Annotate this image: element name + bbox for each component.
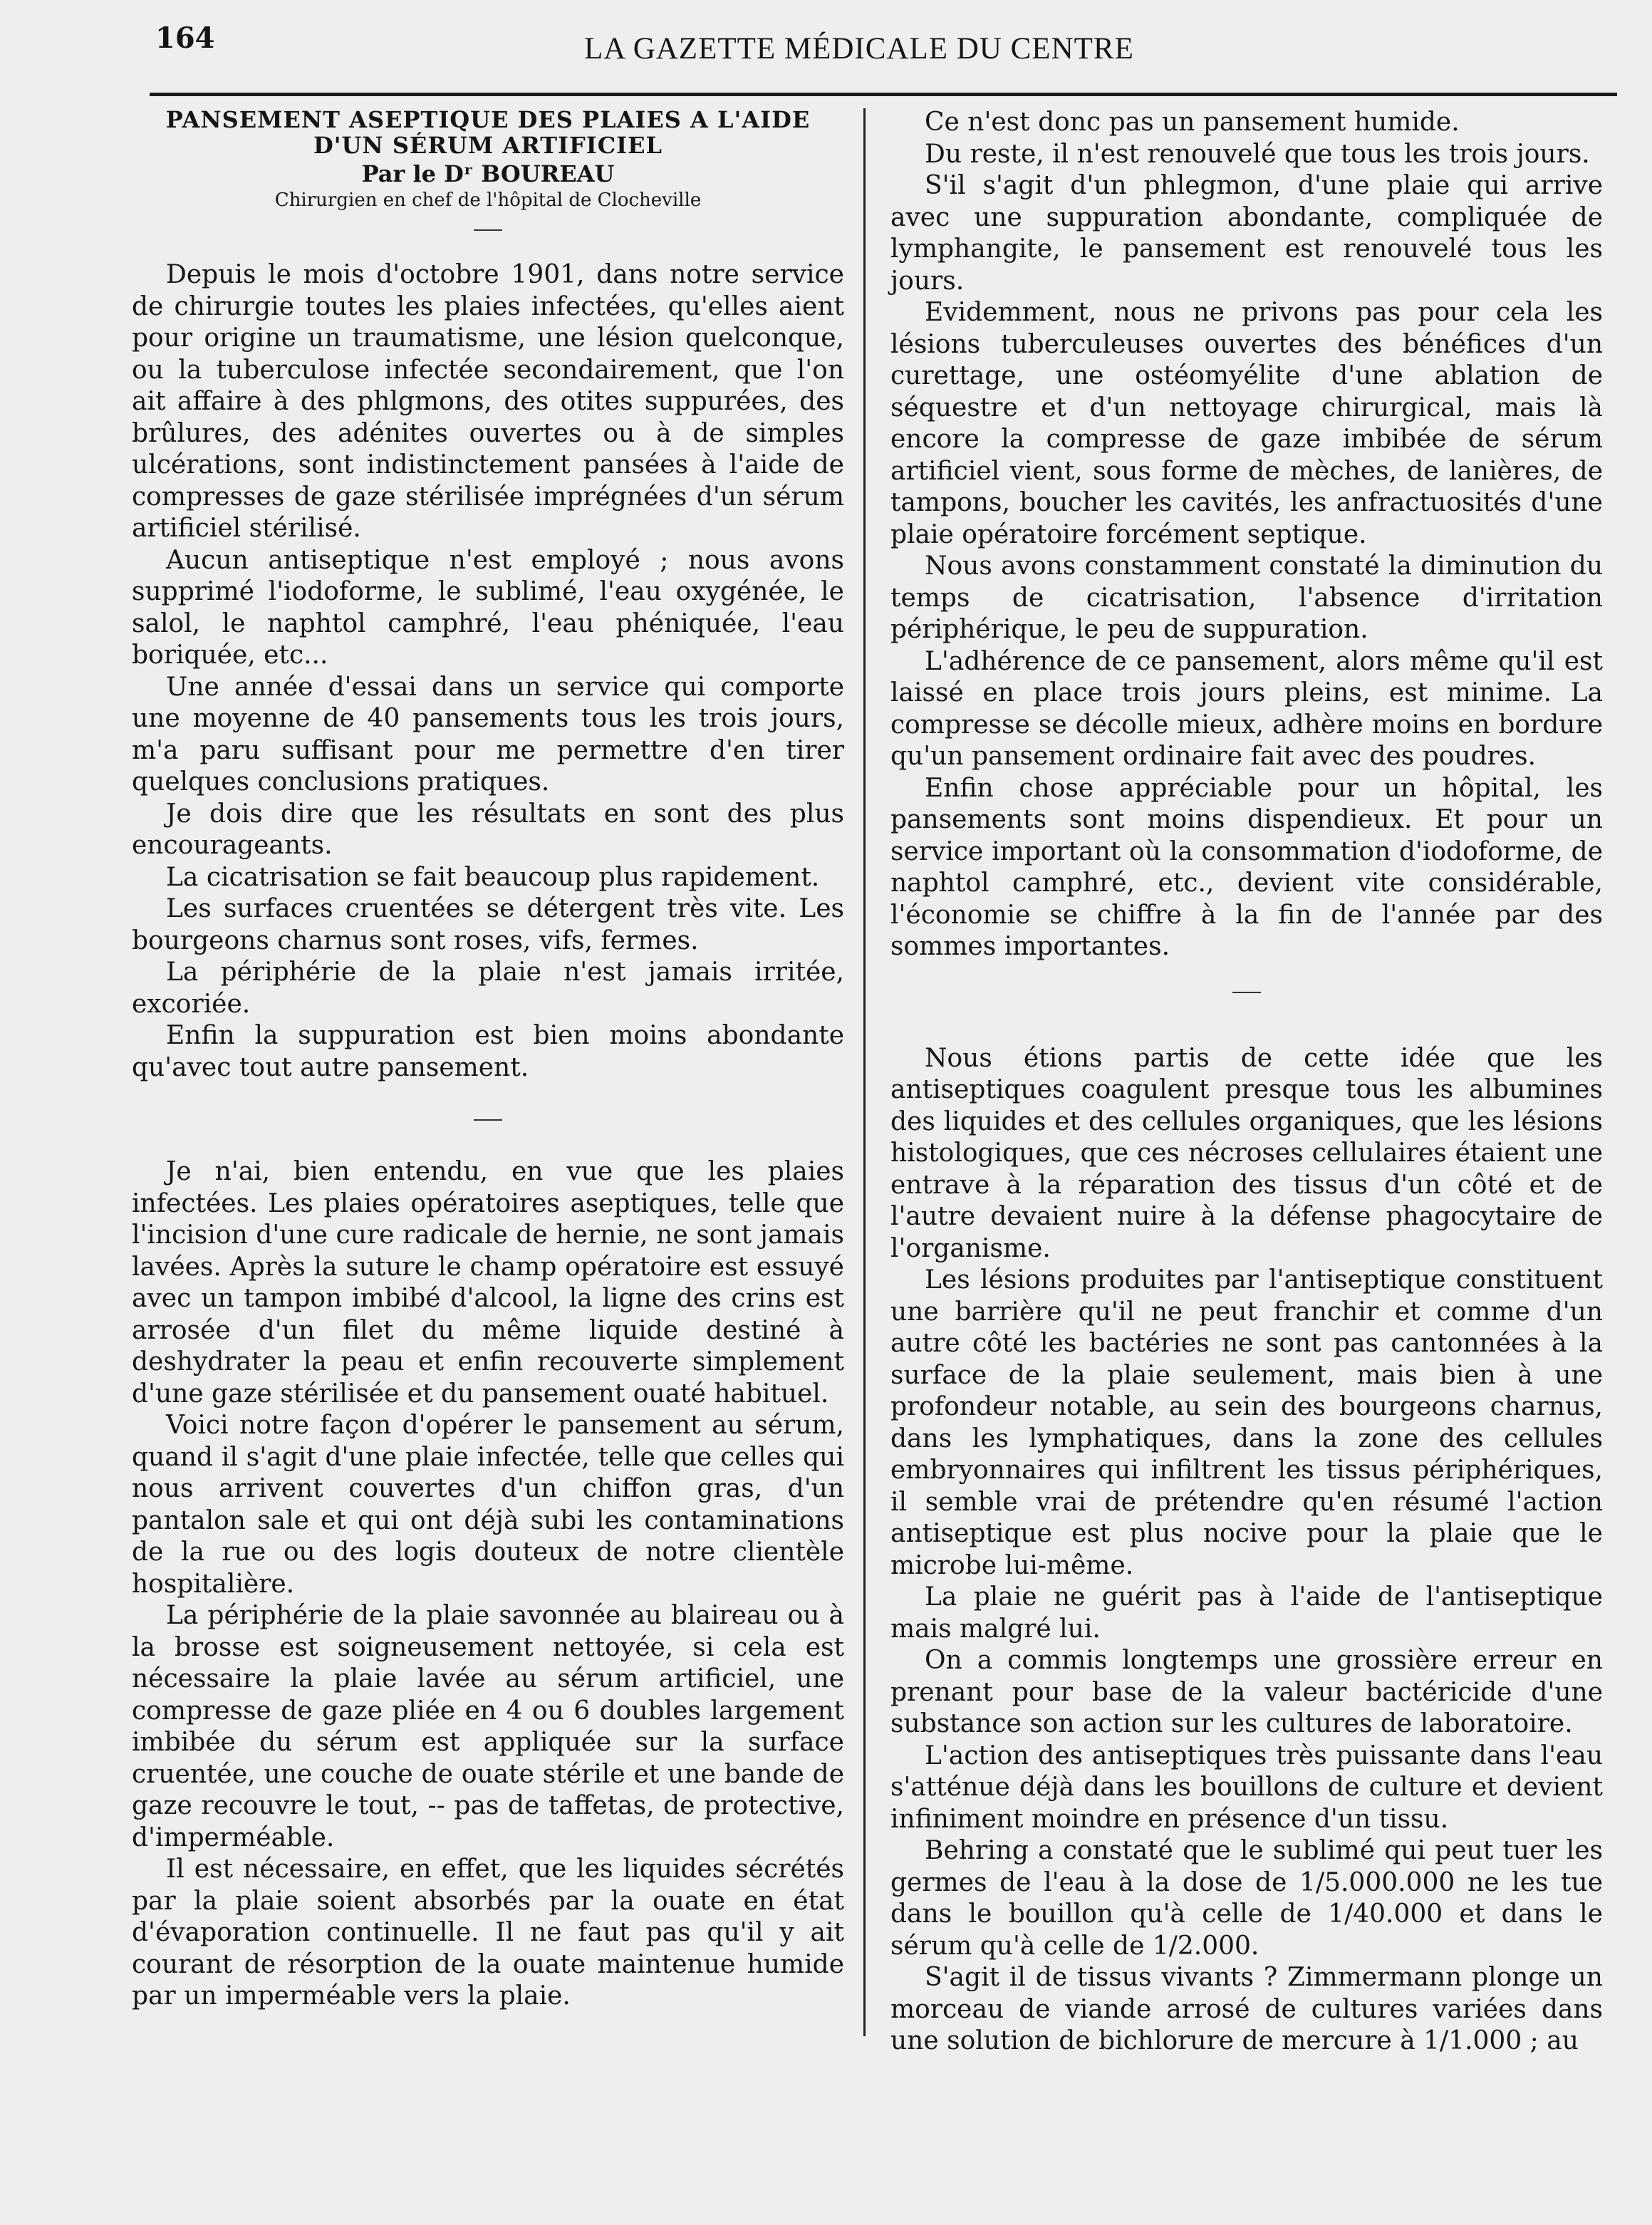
paragraph: Aucun antiseptique n'est employé ; nous avons supprimé l'iodoforme, le sublimé, l'eau oxygénée, le salol, le naphtol camphré, l'eau phéniquée, l'eau boriquée, etc... (132, 545, 844, 670)
paragraph: Ce n'est donc pas un pansement humide. (925, 108, 1460, 137)
paragraph: Les surfaces cruentées se détergent très vite. Les bourgeons charnus sont roses, vifs, fermes. (132, 894, 844, 955)
paragraph: Nous étions partis de cette idée que les antiseptiques coagulent presque tous les albumines des liquides et des cellules organiques, que les lésions histologiques, que ces nécroses cellulaires étaient une entrave à la réparation des tissus d'un côté et de l'autre devaient nuire à la défense phagocytaire de l'organisme. (890, 1043, 1603, 1263)
paragraph: Depuis le mois d'octobre 1901, dans notre service de chirurgie toutes les plaies infectées, qu'elles aient pour origine un traumatisme, une lésion quelconque, ou la tuberculose infectée secondairement, que l'on ait affaire à des phlgmons, des otites suppurées, des brûlures, des adénites ouvertes ou à de simples ulcérations, sont indistinctement pansées à l'aide de compresses de gaze stérilisée imprégnées d'un sérum artificiel stérilisé. (132, 260, 844, 543)
right-column (890, 107, 1603, 2058)
article-title: PANSEMENT ASEPTIQUE DES PLAIES A L'AIDE D'UN SÉRUM ARTIFICIEL (165, 106, 811, 159)
paragraph: La plaie ne guérit pas à l'aide de l'antiseptique mais malgré lui. (890, 1582, 1603, 1644)
paragraph: S'il s'agit d'un phlegmon, d'une plaie qui arrive avec une suppuration abondante, compliquée de lymphangite, le pansement est renouvelé tous les jours. (890, 171, 1603, 296)
article-byline: Par le Dʳ BOUREAU (361, 160, 615, 187)
paragraph: La périphérie de la plaie n'est jamais irritée, excoriée. (132, 958, 844, 1019)
section-separator (474, 1119, 502, 1121)
paragraph: Du reste, il n'est renouvelé que tous les trois jours. (925, 139, 1590, 169)
paragraph: Enfin chose appréciable pour un hôpital, les pansements sont moins dispendieux. Et pour un service important où la consommation d'iodoforme, de naphtol camphré, etc., devient vite considérable, l'économie se chiffre à la fin de l'année par des sommes importantes. (890, 773, 1603, 961)
paragraph: L'action des antiseptiques très puissante dans l'eau s'atténue déjà dans les bouillons de culture et devient infiniment moindre en présence d'un tissu. (890, 1741, 1603, 1834)
journal-title: LA GAZETTE MÉDICALE DU CENTRE (584, 32, 1134, 66)
paragraph: Je dois dire que les résultats en sont des plus encourageants. (132, 799, 844, 860)
author-affiliation: Chirurgien en chef de l'hôpital de Clocheville (274, 190, 702, 211)
page-number: 164 (155, 21, 215, 55)
left-column (132, 107, 844, 2013)
paragraph: L'adhérence de ce pansement, alors même qu'il est laissé en place trois jours pleins, est minime. La compresse se décolle mieux, adhère moins en bordure qu'un pansement ordinaire fait avec des poudres. (890, 646, 1603, 771)
paragraph: Une année d'essai dans un service qui comporte une moyenne de 40 pansements tous les trois jours, m'a paru suffisant pour me permettre d'en tirer quelques conclusions pratiques. (132, 672, 844, 797)
paragraph: Je n'ai, bien entendu, en vue que les plaies infectées. Les plaies opératoires aseptiques, telle que l'incision d'une cure radicale de hernie, ne sont jamais lavées. Après la suture le champ opératoire est essuyé avec un tampon imbibé d'alcool, la ligne des crins est arrosée d'un filet du même liquide destiné à deshydrater la peau et enfin recouverte simplement d'une gaze stérilisée et du pansement ouaté habituel. (132, 1157, 844, 1409)
paragraph: Behring a constaté que le sublimé qui peut tuer les germes de l'eau à la dose de 1/5.000.000 ne les tue dans le bouillon qu'à celle de 1/40.000 et dans le sérum qu'à celle de 1/2.000. (890, 1836, 1603, 1961)
paragraph: S'agit il de tissus vivants ? Zimmermann plonge un morceau de viande arrosé de cultures variées dans une solution de bichlorure de mercure à 1/1.000 ; au (890, 1963, 1603, 2055)
paragraph: Il est nécessaire, en effet, que les liquides sécrétés par la plaie soient absorbés par la ouate en état d'évaporation continuelle. Il ne faut pas qu'il y ait courant de résorption de la ouate maintenue humide par un imperméable vers la plaie. (132, 1855, 844, 2011)
paragraph: Voici notre façon d'opérer le pansement au sérum, quand il s'agit d'une plaie infectée, telle que celles qui nous arrivent couvertes d'un chiffon gras, d'un pantalon sale et qui ont déjà subi les contaminations de la rue ou des logis douteux de notre clientèle hospitalière. (132, 1411, 844, 1599)
paragraph: La périphérie de la plaie savonnée au blaireau ou à la brosse est soigneusement nettoyée, si cela est nécessaire la plaie lavée au sérum artificiel, une compresse de gaze pliée en 4 ou 6 doubles largement imbibée du sérum est appliquée sur la surface cruentée, une couche de ouate stérile et une bande de gaze recouvre le tout, -- pas de taffetas, de protective, d'imperméable. (132, 1601, 844, 1852)
section-separator (1232, 992, 1261, 993)
paragraph: Nous avons constamment constaté la diminution du temps de cicatrisation, l'absence d'irritation périphérique, le peu de suppuration. (890, 551, 1603, 644)
paragraph: Enfin la suppuration est bien moins abondante qu'avec tout autre pansement. (132, 1021, 844, 1082)
paragraph: Les lésions produites par l'antiseptique constituent une barrière qu'il ne peut franchir et comme d'un autre côté les bactéries ne sont pas cantonnées à la surface de la plaie seulement, mais bien à une profondeur notable, au sein des bourgeons charnus, dans les lymphatiques, dans la zone des cellules embryonnaires qui infiltrent les tissus périphériques, il semble vrai de prétendre qu'en résumé l'action antiseptique est plus nocive pour la plaie que le microbe lui-même. (890, 1265, 1603, 1580)
section-separator (474, 229, 502, 231)
paragraph: Evidemment, nous ne privons pas pour cela les lésions tuberculeuses ouvertes des bénéfices d'un curettage, une ostéomyélite d'une ablation de séquestre et d'un nettoyage chirurgical, mais là encore la compresse de gaze imbibée de sérum artificiel vient, sous forme de mèches, de lanières, de tampons, boucher les cavités, les anfractuosités d'une plaie opératoire forcément septique. (890, 298, 1603, 549)
paragraph: On a commis longtemps une grossière erreur en prenant pour base de la valeur bactéricide d'une substance son action sur les cultures de laboratoire. (890, 1646, 1603, 1738)
paragraph: La cicatrisation se fait beaucoup plus rapidement. (166, 862, 820, 892)
column-divider (863, 108, 866, 2036)
header-rule (150, 93, 1617, 96)
